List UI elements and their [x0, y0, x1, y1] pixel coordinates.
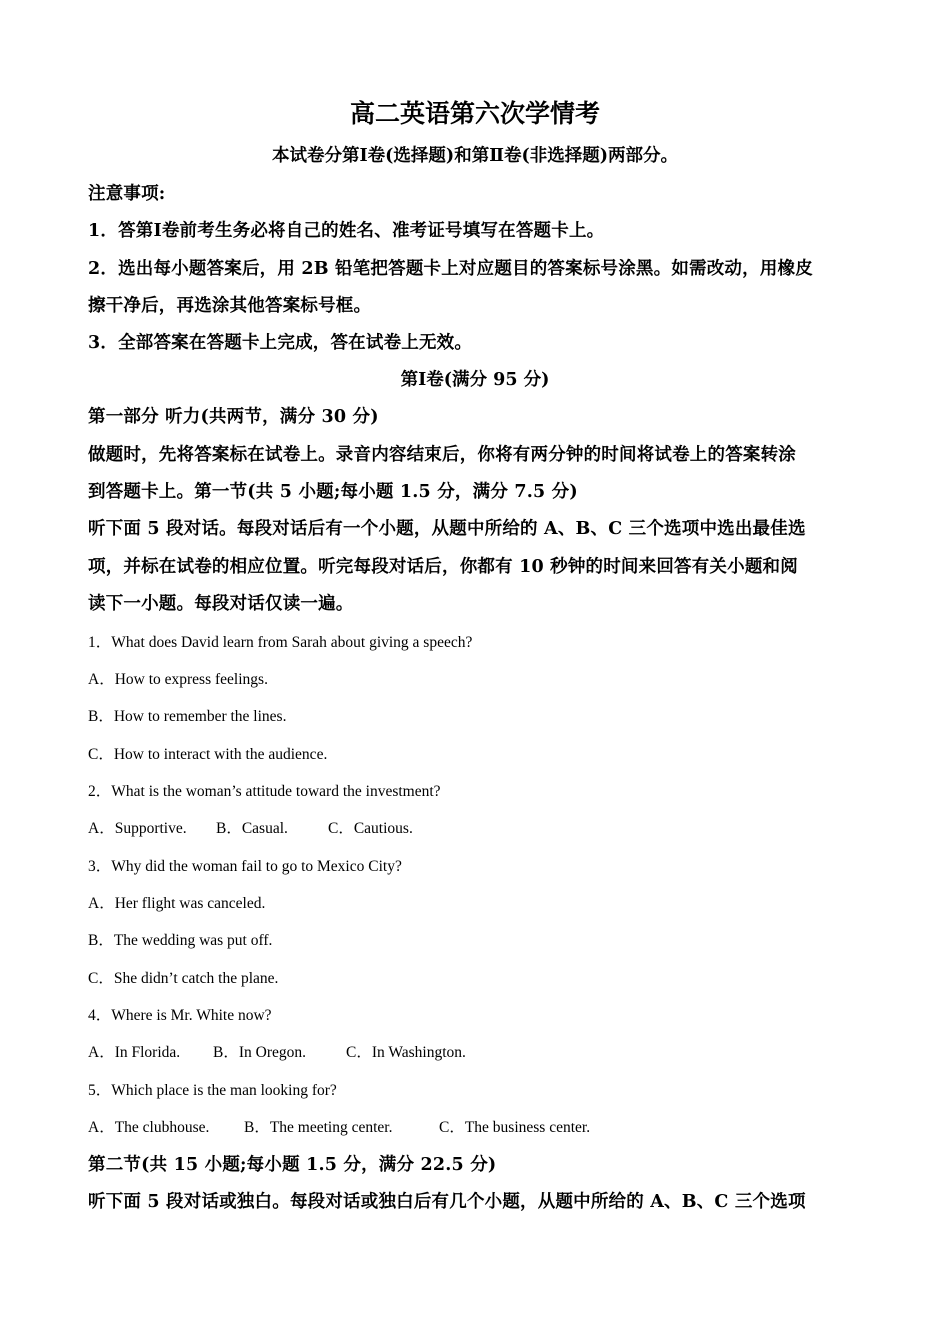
question-4-options	[88, 1045, 868, 1061]
question-1-option-c: C．How to interact with the audience.	[88, 746, 328, 763]
question-2-stem: 2．What is the woman’s attitude toward the investment?	[88, 783, 441, 800]
notice-item-2-line-1: 2．选出每小题答案后，用 2B 铅笔把答题卡上对应题目的答案标号涂黑。如需改动，用橡皮	[88, 259, 813, 279]
part-1-intro-line-2: 到答题卡上。第一节(共 5 小题;每小题 1.5 分，满分 7.5 分)	[88, 482, 578, 502]
part-1-instructions-line-1: 听下面 5 段对话。每段对话后有一个小题，从题中所给的 A、B、C 三个选项中选出最佳选	[88, 519, 806, 539]
notice-item-2-line-2: 擦干净后，再选涂其他答案标号框。	[88, 296, 372, 316]
part-1-instructions-line-3: 读下一小题。每段对话仅读一遍。	[88, 594, 354, 614]
question-4-option-b: B．In Oregon.	[213, 1044, 306, 1061]
notice-heading: 注意事项:	[88, 184, 166, 204]
question-1-option-b: B．How to remember the lines.	[88, 708, 287, 725]
question-3-stem: 3．Why did the woman fail to go to Mexico City?	[88, 858, 402, 875]
section-2-heading: 第二节(共 15 小题;每小题 1.5 分，满分 22.5 分)	[88, 1155, 497, 1175]
section-2-instructions-line-1: 听下面 5 段对话或独白。每段对话或独白后有几个小题，从题中所给的 A、B、C 三个选项	[88, 1192, 806, 1212]
notice-item-1: 1．答第Ⅰ卷前考生务必将自己的姓名、准考证号填写在答题卡上。	[88, 221, 605, 241]
question-5-option-b: B．The meeting center.	[244, 1119, 393, 1136]
question-4-option-c: C．In Washington.	[346, 1044, 466, 1061]
question-2-option-c: C．Cautious.	[328, 820, 413, 837]
question-5-option-a: A．The clubhouse.	[88, 1119, 210, 1136]
question-1-option-a: A．How to express feelings.	[88, 671, 268, 688]
question-4-stem: 4．Where is Mr. White now?	[88, 1007, 272, 1024]
question-1-stem: 1．What does David learn from Sarah about giving a speech?	[88, 634, 473, 651]
part-1-heading: 第一部分 听力(共两节，满分 30 分)	[88, 407, 379, 427]
page-title: 高二英语第六次学情考	[349, 99, 600, 128]
volume-1-heading: 第Ⅰ卷(满分 95 分)	[400, 370, 550, 390]
question-3-option-b: B．The wedding was put off.	[88, 932, 273, 949]
question-3-option-a: A．Her flight was canceled.	[88, 895, 266, 912]
question-3-option-c: C．She didn’t catch the plane.	[88, 970, 279, 987]
question-2-option-a: A．Supportive.	[88, 820, 187, 837]
question-2-options	[88, 821, 868, 837]
question-4-option-a: A．In Florida.	[88, 1044, 181, 1061]
page-subtitle: 本试卷分第Ⅰ卷(选择题)和第Ⅱ卷(非选择题)两部分。	[271, 146, 679, 166]
part-1-instructions-line-2: 项，并标在试卷的相应位置。听完每段对话后，你都有 10 秒钟的时间来回答有关小题和阅	[88, 557, 798, 577]
question-5-options	[88, 1120, 868, 1136]
part-1-intro-line-1: 做题时，先将答案标在试卷上。录音内容结束后，你将有两分钟的时间将试卷上的答案转涂	[88, 445, 796, 465]
question-5-option-c: C．The business center.	[439, 1119, 591, 1136]
question-5-stem: 5．Which place is the man looking for?	[88, 1082, 337, 1099]
notice-item-3: 3．全部答案在答题卡上完成，答在试卷上无效。	[88, 333, 473, 353]
question-2-option-b: B．Casual.	[216, 820, 288, 837]
